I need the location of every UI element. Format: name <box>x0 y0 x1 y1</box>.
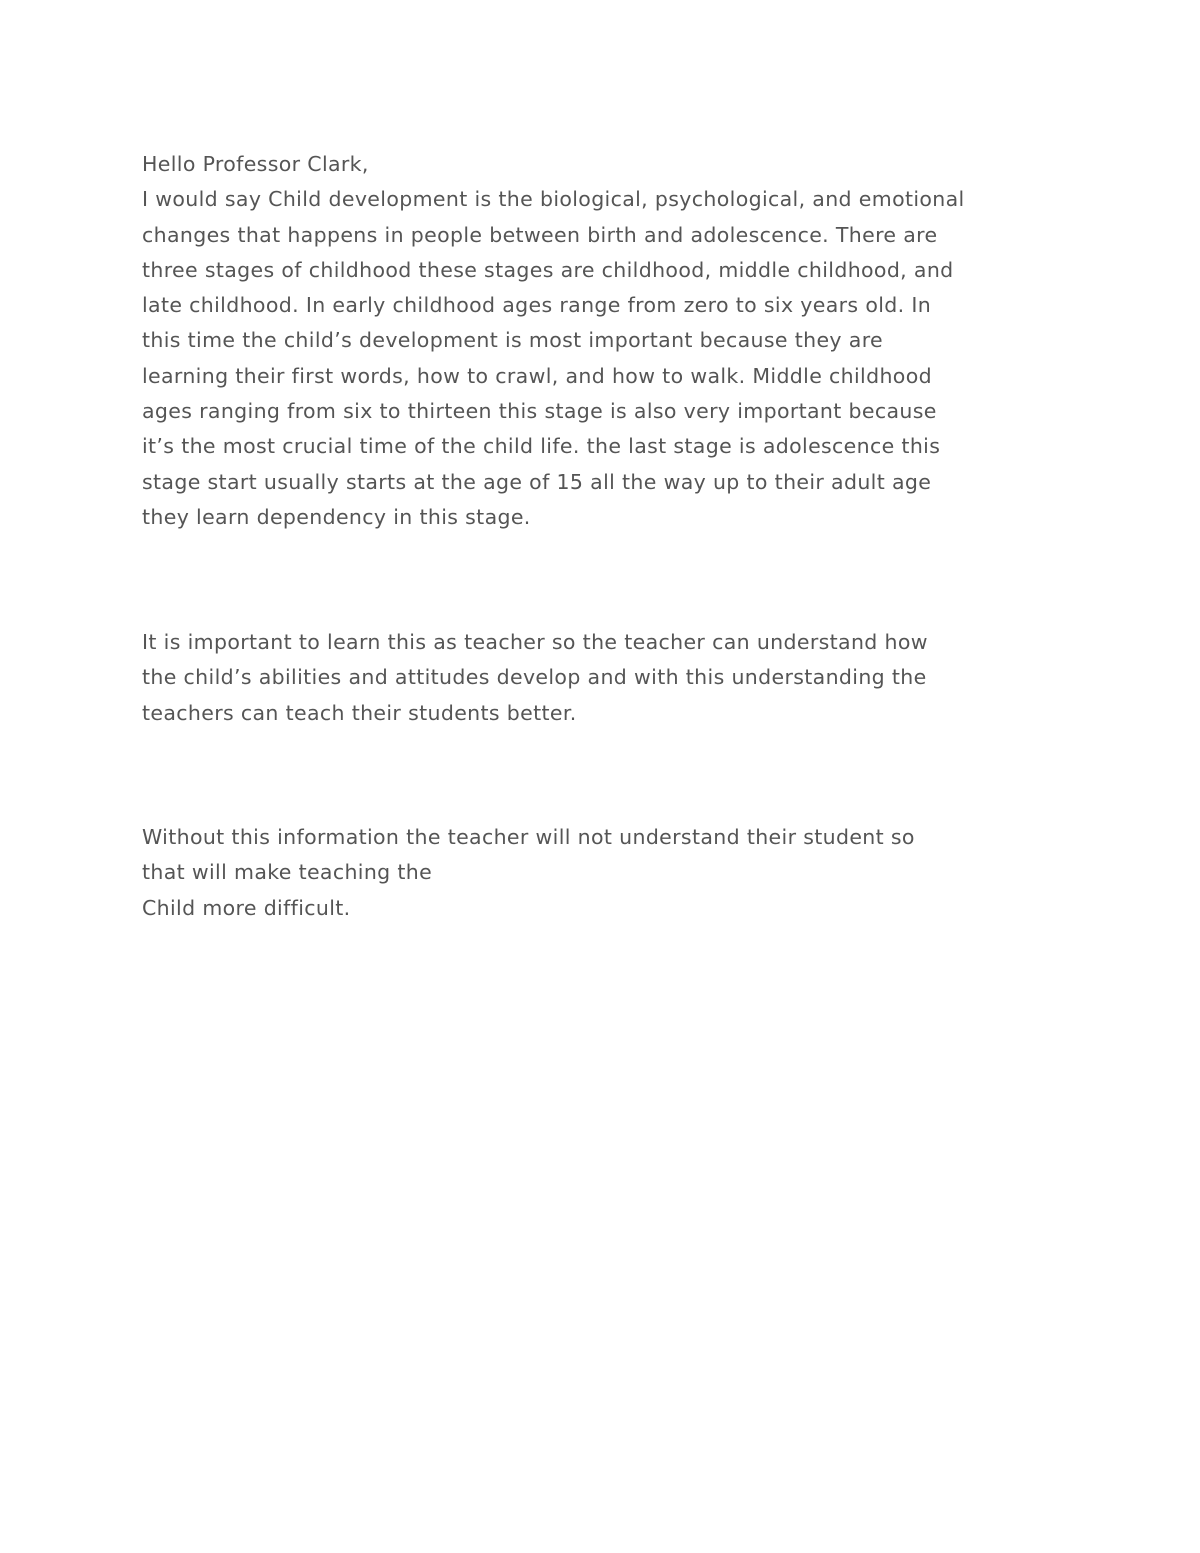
paragraph-1-line: three stages of childhood these stages are childhood, middle childhood, and <box>142 257 954 282</box>
paragraph-2-line: It is important to learn this as teacher so the teacher can understand how <box>142 630 928 654</box>
paragraph-1-line: changes that happens in people between birth and adolescence. There are <box>142 222 938 247</box>
paragraph-3-line: Without this information the teacher will not understand their student so <box>142 825 915 849</box>
paragraph-3-line: that will make teaching the <box>142 860 433 885</box>
paragraph-3-line: Child more difficult. <box>142 895 351 920</box>
paragraph-2-line: the child’s abilities and attitudes develop and with this understanding the <box>142 665 927 690</box>
paragraph-3 <box>142 820 1072 926</box>
paragraph-1-line: stage start usually starts at the age of 15 all the way up to their adult age <box>142 469 932 494</box>
letter-body-section <box>142 147 1072 535</box>
greeting: Hello Professor Clark, <box>142 152 369 176</box>
paragraph-1-line: this time the child’s development is most important because they are <box>142 328 883 353</box>
paragraph-1-line: they learn dependency in this stage. <box>142 504 531 529</box>
paragraph-1-line: late childhood. In early childhood ages range from zero to six years old. In <box>142 293 932 318</box>
paragraph-2 <box>142 625 1072 731</box>
paragraph-1-line: I would say Child development is the biological, psychological, and emotional <box>142 187 965 212</box>
paragraph-1-line: learning their first words, how to crawl, and how to walk. Middle childhood <box>142 363 932 388</box>
paragraph-1-line: it’s the most crucial time of the child life. the last stage is adolescence this <box>142 434 941 459</box>
paragraph-2-line: teachers can teach their students better. <box>142 700 577 725</box>
paragraph-1-line: ages ranging from six to thirteen this stage is also very important because <box>142 399 937 424</box>
